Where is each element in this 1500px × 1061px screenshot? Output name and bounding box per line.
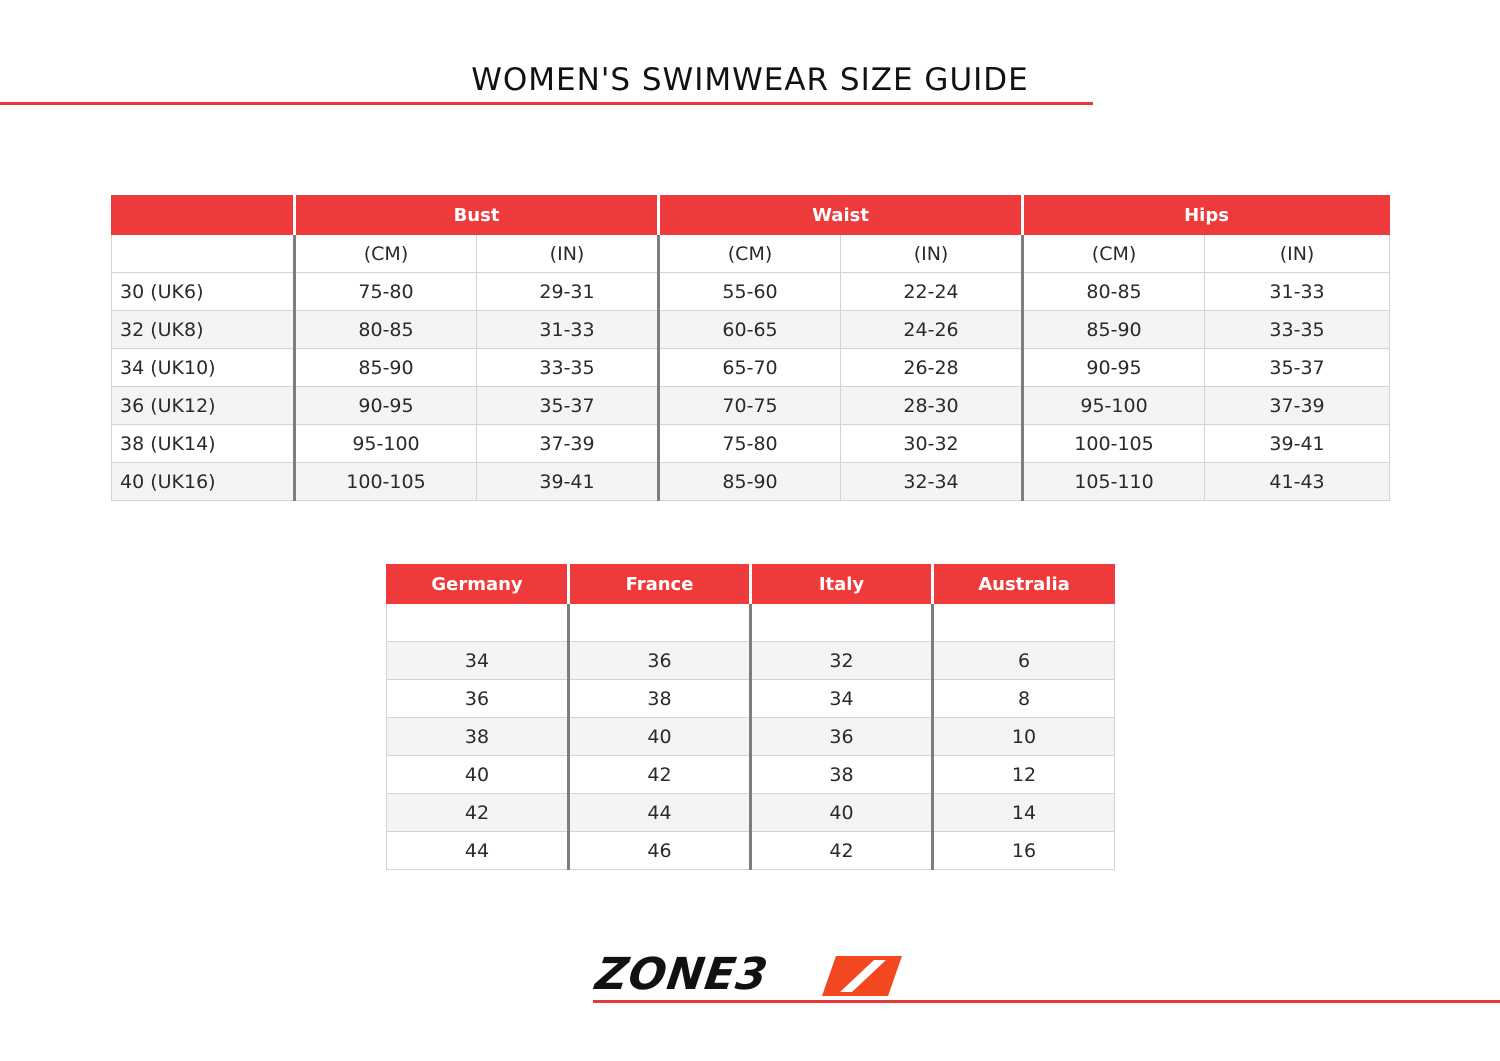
table-cell: 36 — [751, 718, 933, 756]
table-cell: 31-33 — [477, 311, 659, 349]
table-cell: 80-85 — [295, 311, 477, 349]
table-cell: 34 — [751, 680, 933, 718]
size-label: 36 (UK12) — [112, 387, 295, 425]
table-cell: 39-41 — [1205, 425, 1390, 463]
table-cell: 42 — [751, 832, 933, 870]
table-cell: 14 — [933, 794, 1115, 832]
table-cell: 22-24 — [841, 273, 1023, 311]
page-title: WOMEN'S SWIMWEAR SIZE GUIDE — [471, 62, 1029, 98]
italy-header: Italy — [751, 565, 933, 604]
table-cell: 38 — [751, 756, 933, 794]
size-label: 32 (UK8) — [112, 311, 295, 349]
unit-row — [112, 235, 1390, 273]
table-cell: 36 — [569, 642, 751, 680]
table-cell: 44 — [569, 794, 751, 832]
table-cell: 85-90 — [659, 463, 841, 501]
table-cell: 30-32 — [841, 425, 1023, 463]
table-cell: 95-100 — [295, 425, 477, 463]
blank-row — [387, 604, 1115, 642]
table-cell: 37-39 — [477, 425, 659, 463]
footer-rule — [593, 1000, 1500, 1003]
corner-header-cell — [112, 196, 295, 235]
blank-cell — [751, 604, 933, 642]
table-row — [387, 794, 1115, 832]
unit-cell: (IN) — [477, 235, 659, 273]
table-cell: 55-60 — [659, 273, 841, 311]
australia-header: Australia — [933, 565, 1115, 604]
table-row — [387, 832, 1115, 870]
table-cell: 42 — [387, 794, 569, 832]
table-cell: 75-80 — [659, 425, 841, 463]
table-row — [112, 387, 1390, 425]
waist-header: Waist — [659, 196, 1023, 235]
table-cell: 38 — [387, 718, 569, 756]
size-measurement-table — [111, 195, 1390, 501]
table-cell: 100-105 — [1023, 425, 1205, 463]
table-row — [387, 642, 1115, 680]
table-cell: 33-35 — [477, 349, 659, 387]
table-cell: 24-26 — [841, 311, 1023, 349]
zone3-logo — [592, 949, 906, 1000]
table-cell: 44 — [387, 832, 569, 870]
title-underline — [0, 102, 1093, 105]
table-cell: 100-105 — [295, 463, 477, 501]
france-header: France — [569, 565, 751, 604]
table-cell: 28-30 — [841, 387, 1023, 425]
table-cell: 41-43 — [1205, 463, 1390, 501]
table-row — [112, 425, 1390, 463]
table-cell: 32-34 — [841, 463, 1023, 501]
blank-cell — [569, 604, 751, 642]
size-label: 40 (UK16) — [112, 463, 295, 501]
blank-cell — [933, 604, 1115, 642]
table-cell: 90-95 — [1023, 349, 1205, 387]
table-row — [112, 273, 1390, 311]
hips-header: Hips — [1023, 196, 1390, 235]
table-cell: 95-100 — [1023, 387, 1205, 425]
table-cell: 105-110 — [1023, 463, 1205, 501]
table-cell: 10 — [933, 718, 1115, 756]
size-label: 38 (UK14) — [112, 425, 295, 463]
unit-cell: (IN) — [1205, 235, 1390, 273]
unit-cell: (CM) — [295, 235, 477, 273]
table-row — [387, 680, 1115, 718]
unit-cell: (CM) — [659, 235, 841, 273]
table-cell: 38 — [569, 680, 751, 718]
table-cell: 16 — [933, 832, 1115, 870]
table-cell: 36 — [387, 680, 569, 718]
zone3-slash-mark-icon — [822, 956, 902, 996]
logo-wordmark: ZONE3 — [592, 949, 772, 1000]
table-cell: 26-28 — [841, 349, 1023, 387]
table-row — [112, 463, 1390, 501]
table-row — [387, 718, 1115, 756]
measurement-group-header-row — [112, 196, 1390, 235]
table-cell: 35-37 — [477, 387, 659, 425]
table-cell: 40 — [569, 718, 751, 756]
table-cell: 39-41 — [477, 463, 659, 501]
table-cell: 40 — [751, 794, 933, 832]
table-cell: 34 — [387, 642, 569, 680]
table-cell: 35-37 — [1205, 349, 1390, 387]
table-cell: 65-70 — [659, 349, 841, 387]
size-label: 34 (UK10) — [112, 349, 295, 387]
germany-header: Germany — [387, 565, 569, 604]
table-cell: 42 — [569, 756, 751, 794]
table-cell: 33-35 — [1205, 311, 1390, 349]
table-cell: 80-85 — [1023, 273, 1205, 311]
table-row — [387, 756, 1115, 794]
unit-row-label — [112, 235, 295, 273]
table-cell: 37-39 — [1205, 387, 1390, 425]
country-size-conversion-table — [386, 564, 1115, 870]
table-cell: 12 — [933, 756, 1115, 794]
unit-cell: (IN) — [841, 235, 1023, 273]
table-cell: 6 — [933, 642, 1115, 680]
blank-cell — [387, 604, 569, 642]
table-cell: 31-33 — [1205, 273, 1390, 311]
table-cell: 8 — [933, 680, 1115, 718]
table-cell: 85-90 — [295, 349, 477, 387]
table-row — [112, 311, 1390, 349]
bust-header: Bust — [295, 196, 659, 235]
table-cell: 32 — [751, 642, 933, 680]
table-cell: 90-95 — [295, 387, 477, 425]
table-cell: 46 — [569, 832, 751, 870]
table-cell: 70-75 — [659, 387, 841, 425]
unit-cell: (CM) — [1023, 235, 1205, 273]
table-cell: 29-31 — [477, 273, 659, 311]
table-cell: 60-65 — [659, 311, 841, 349]
country-header-row — [387, 565, 1115, 604]
size-label: 30 (UK6) — [112, 273, 295, 311]
table-row — [112, 349, 1390, 387]
table-cell: 85-90 — [1023, 311, 1205, 349]
table-cell: 75-80 — [295, 273, 477, 311]
table-cell: 40 — [387, 756, 569, 794]
